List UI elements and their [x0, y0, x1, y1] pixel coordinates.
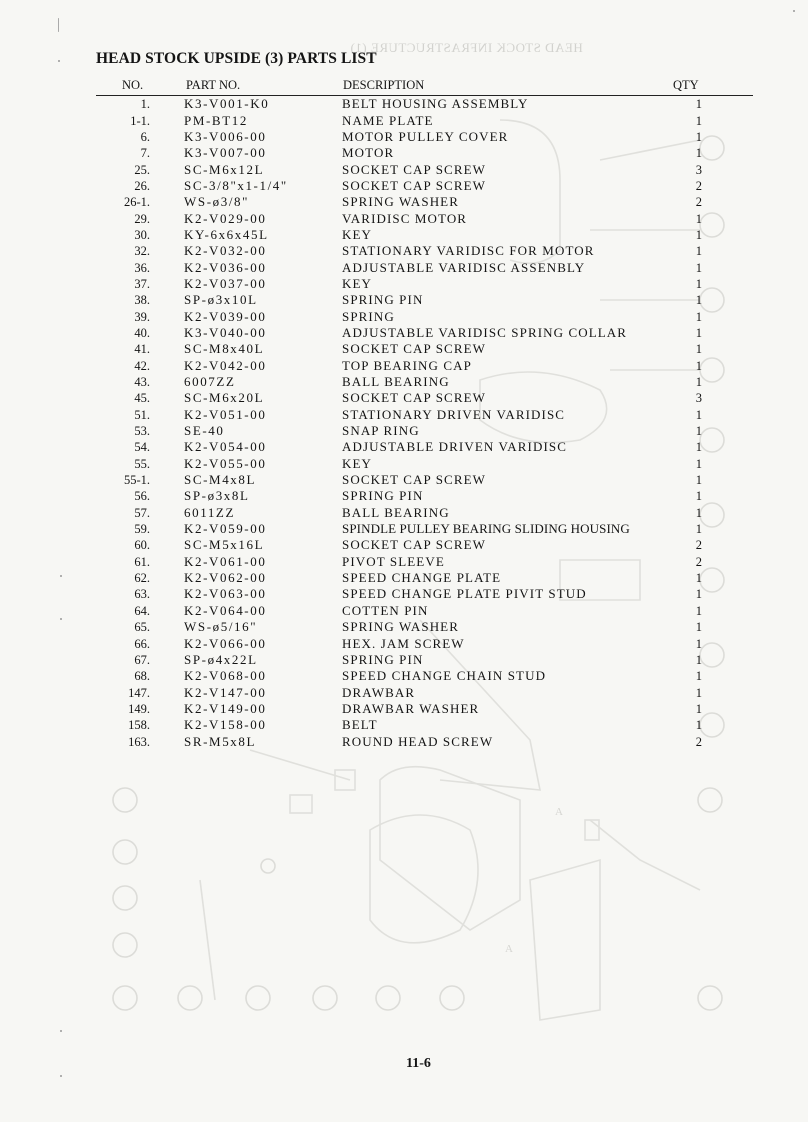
table-row: [96, 341, 716, 357]
part-number-index: 7.: [140, 146, 150, 161]
part-description: SOCKET CAP SCREW: [342, 472, 487, 488]
part-code: SC-M4x8L: [184, 472, 257, 488]
part-description: SOCKET CAP SCREW: [342, 177, 487, 193]
scan-mark: [58, 60, 60, 62]
part-quantity: 1: [695, 669, 702, 684]
part-description: ADJUSTABLE DRIVEN VARIDISC: [342, 439, 567, 455]
part-description: COTTEN PIN: [342, 602, 429, 618]
part-quantity: 1: [695, 440, 702, 455]
part-quantity: 3: [695, 162, 702, 177]
part-code: K2-V054-00: [184, 439, 267, 455]
part-number-index: 39.: [134, 309, 150, 324]
part-code: SC-M8x40L: [184, 341, 265, 357]
part-quantity: 1: [695, 473, 702, 488]
scan-mark: [58, 18, 59, 32]
part-quantity: 1: [695, 227, 702, 242]
table-row: [96, 423, 716, 439]
part-quantity: 1: [695, 489, 702, 504]
part-quantity: 1: [695, 407, 702, 422]
part-number-index: 1-1.: [130, 113, 150, 128]
part-code: K2-V061-00: [184, 553, 267, 569]
table-row: [96, 292, 716, 308]
part-description: SNAP RING: [342, 423, 420, 439]
part-code: SC-3/8"x1-1/4": [184, 177, 288, 193]
part-number-index: 67.: [134, 652, 150, 667]
column-header-no: NO.: [122, 78, 144, 92]
column-header-qty: QTY: [673, 78, 699, 92]
table-row: [96, 210, 716, 226]
part-code: SC-M5x16L: [184, 537, 265, 553]
part-description: SPRING PIN: [342, 488, 424, 504]
table-row: [96, 537, 716, 553]
part-quantity: 1: [695, 309, 702, 324]
part-description: NAME PLATE: [342, 112, 434, 128]
part-code: K2-V068-00: [184, 668, 267, 684]
part-quantity: 1: [695, 97, 702, 112]
part-number-index: 41.: [134, 342, 150, 357]
part-code: SP-ø3x8L: [184, 488, 250, 504]
parts-table-body: [96, 96, 716, 750]
part-code: K2-V032-00: [184, 243, 267, 259]
part-quantity: 1: [695, 113, 702, 128]
show-through-header: HEAD STOCK INFRASTRUCTURE (1): [350, 40, 583, 55]
parts-table: [96, 96, 716, 750]
part-code: WS-ø3/8": [184, 194, 250, 210]
part-number-index: 55-1.: [123, 473, 150, 488]
part-code: K2-V037-00: [184, 275, 267, 291]
table-row: [96, 96, 716, 112]
part-description: DRAWBAR WASHER: [342, 700, 480, 716]
table-row: [96, 456, 716, 472]
part-quantity: 1: [695, 456, 702, 471]
part-description: ADJUSTABLE VARIDISC ASSENBLY: [342, 259, 586, 275]
part-code: K2-V063-00: [184, 586, 267, 602]
part-description: KEY: [342, 275, 373, 291]
part-code: 6007ZZ: [184, 374, 236, 390]
part-number-index: 57.: [134, 505, 150, 520]
table-row: [96, 259, 716, 275]
part-description: BELT: [342, 717, 378, 733]
part-description: SPRING PIN: [342, 651, 424, 667]
part-quantity: 1: [695, 522, 702, 537]
part-code: SE-40: [184, 423, 225, 439]
part-number-index: 65.: [134, 620, 150, 635]
part-description: SOCKET CAP SCREW: [342, 390, 487, 406]
part-code: PM-BT12: [184, 112, 248, 128]
part-description: SPINDLE PULLEY BEARING SLIDING HOUSING: [342, 521, 630, 537]
part-number-index: 61.: [134, 554, 150, 569]
part-number-index: 68.: [134, 669, 150, 684]
part-number-index: 26.: [134, 178, 150, 193]
part-code: SP-ø4x22L: [184, 651, 258, 667]
part-description: KEY: [342, 226, 373, 242]
table-row: [96, 112, 716, 128]
table-row: [96, 161, 716, 177]
table-row: [96, 439, 716, 455]
part-code: K2-V055-00: [184, 455, 267, 471]
part-quantity: 1: [695, 636, 702, 651]
part-number-index: 163.: [128, 734, 150, 749]
table-row: [96, 194, 716, 210]
part-code: SR-M5x8L: [184, 733, 257, 749]
table-row: [96, 308, 716, 324]
part-number-index: 59.: [134, 522, 150, 537]
part-code: K2-V149-00: [184, 700, 267, 716]
part-quantity: 1: [695, 342, 702, 357]
part-number-index: 43.: [134, 375, 150, 390]
part-quantity: 1: [695, 146, 702, 161]
part-description: ROUND HEAD SCREW: [342, 733, 494, 749]
table-row: [96, 505, 716, 521]
part-code: K2-V062-00: [184, 570, 267, 586]
part-code: K2-V042-00: [184, 357, 267, 373]
part-code: 6011ZZ: [184, 504, 235, 520]
part-description: BALL BEARING: [342, 374, 450, 390]
part-code: K2-V036-00: [184, 259, 267, 275]
part-code: SC-M6x12L: [184, 161, 265, 177]
part-quantity: 2: [695, 178, 702, 193]
scan-mark: [60, 1075, 62, 1077]
table-row: [96, 276, 716, 292]
part-number-index: 66.: [134, 636, 150, 651]
scan-mark: [793, 10, 795, 12]
table-row: [96, 325, 716, 341]
svg-text:A: A: [505, 943, 513, 955]
part-quantity: 1: [695, 375, 702, 390]
part-number-index: 158.: [128, 718, 150, 733]
part-number-index: 64.: [134, 603, 150, 618]
part-description: ADJUSTABLE VARIDISC SPRING COLLAR: [342, 324, 628, 340]
part-code: K2-V066-00: [184, 635, 267, 651]
part-number-index: 51.: [134, 407, 150, 422]
part-code: K3-V001-K0: [184, 96, 270, 112]
part-number-index: 42.: [134, 358, 150, 373]
scan-mark: [60, 1030, 62, 1032]
part-code: K2-V158-00: [184, 717, 267, 733]
column-header-description: DESCRIPTION: [343, 78, 425, 92]
part-code: K2-V064-00: [184, 602, 267, 618]
table-row: [96, 619, 716, 635]
part-quantity: 1: [695, 325, 702, 340]
part-description: BALL BEARING: [342, 504, 450, 520]
table-row: [96, 488, 716, 504]
part-description: SPRING WASHER: [342, 194, 459, 210]
part-number-index: 55.: [134, 456, 150, 471]
table-row: [96, 472, 716, 488]
part-code: K3-V007-00: [184, 145, 267, 161]
part-code: SC-M6x20L: [184, 390, 265, 406]
part-number-index: 149.: [128, 701, 150, 716]
part-description: SPRING: [342, 308, 395, 324]
part-quantity: 1: [695, 652, 702, 667]
part-number-index: 38.: [134, 293, 150, 308]
table-row: [96, 178, 716, 194]
part-code: K2-V029-00: [184, 210, 267, 226]
part-description: SPEED CHANGE PLATE: [342, 570, 502, 586]
part-quantity: 3: [695, 391, 702, 406]
table-row: [96, 243, 716, 259]
part-quantity: 1: [695, 276, 702, 291]
part-number-index: 62.: [134, 571, 150, 586]
table-row: [96, 358, 716, 374]
part-number-index: 60.: [134, 538, 150, 553]
part-code: K3-V040-00: [184, 324, 267, 340]
part-description: MOTOR: [342, 145, 395, 161]
part-quantity: 1: [695, 260, 702, 275]
part-quantity: 1: [695, 211, 702, 226]
part-quantity: 1: [695, 129, 702, 144]
part-quantity: 1: [695, 244, 702, 259]
part-quantity: 1: [695, 424, 702, 439]
part-code: WS-ø5/16": [184, 619, 258, 635]
part-code: SP-ø3x10L: [184, 292, 258, 308]
table-row: [96, 390, 716, 406]
table-row: [96, 733, 716, 749]
part-description: TOP BEARING CAP: [342, 357, 472, 373]
part-code: K2-V059-00: [184, 521, 267, 537]
table-row: [96, 129, 716, 145]
part-number-index: 37.: [134, 276, 150, 291]
part-quantity: 1: [695, 701, 702, 716]
part-number-index: 54.: [134, 440, 150, 455]
part-description: STATIONARY DRIVEN VARIDISC: [342, 406, 566, 422]
part-number-index: 25.: [134, 162, 150, 177]
part-quantity: 2: [695, 538, 702, 553]
part-number-index: 45.: [134, 391, 150, 406]
part-quantity: 1: [695, 587, 702, 602]
table-row: [96, 586, 716, 602]
column-header-part-no: PART NO.: [186, 78, 241, 92]
part-quantity: 1: [695, 571, 702, 586]
table-row: [96, 570, 716, 586]
part-code: K2-V051-00: [184, 406, 267, 422]
part-description: STATIONARY VARIDISC FOR MOTOR: [342, 243, 595, 259]
part-description: BELT HOUSING ASSEMBLY: [342, 96, 529, 112]
svg-text:A: A: [555, 806, 563, 818]
part-number-index: 147.: [128, 685, 150, 700]
part-quantity: 1: [695, 293, 702, 308]
part-quantity: 2: [695, 554, 702, 569]
page-number: 11-6: [406, 1056, 431, 1071]
part-description: PIVOT SLEEVE: [342, 553, 445, 569]
table-row: [96, 407, 716, 423]
part-description: SPEED CHANGE PLATE PIVIT STUD: [342, 586, 587, 602]
part-number-index: 1.: [140, 97, 150, 112]
part-code: K2-V147-00: [184, 684, 267, 700]
table-row: [96, 374, 716, 390]
part-description: SOCKET CAP SCREW: [342, 341, 487, 357]
part-description: SPRING WASHER: [342, 619, 459, 635]
part-quantity: 1: [695, 603, 702, 618]
part-number-index: 26-1.: [123, 195, 150, 210]
part-code: K2-V039-00: [184, 308, 267, 324]
part-description: VARIDISC MOTOR: [342, 210, 468, 226]
table-row: [96, 701, 716, 717]
part-quantity: 1: [695, 505, 702, 520]
part-number-index: 29.: [134, 211, 150, 226]
part-quantity: 1: [695, 358, 702, 373]
table-row: [96, 684, 716, 700]
part-description: SPEED CHANGE CHAIN STUD: [342, 668, 547, 684]
table-row: [96, 145, 716, 161]
part-quantity: 1: [695, 718, 702, 733]
part-number-index: 36.: [134, 260, 150, 275]
part-quantity: 2: [695, 734, 702, 749]
table-row: [96, 227, 716, 243]
part-number-index: 32.: [134, 244, 150, 259]
part-quantity: 1: [695, 685, 702, 700]
part-description: DRAWBAR: [342, 684, 416, 700]
table-row: [96, 521, 716, 537]
part-description: SPRING PIN: [342, 292, 424, 308]
part-number-index: 53.: [134, 424, 150, 439]
table-row: [96, 717, 716, 733]
table-row: [96, 635, 716, 651]
part-code: K3-V006-00: [184, 128, 267, 144]
part-quantity: 2: [695, 195, 702, 210]
scan-mark: [60, 618, 62, 620]
scan-mark: [60, 575, 62, 577]
table-row: [96, 668, 716, 684]
part-number-index: 56.: [134, 489, 150, 504]
table-row: [96, 554, 716, 570]
table-row: [96, 652, 716, 668]
part-number-index: 40.: [134, 325, 150, 340]
table-row: [96, 603, 716, 619]
part-code: KY-6x6x45L: [184, 226, 269, 242]
part-description: HEX. JAM SCREW: [342, 635, 465, 651]
part-description: SOCKET CAP SCREW: [342, 537, 487, 553]
part-number-index: 30.: [134, 227, 150, 242]
part-description: SOCKET CAP SCREW: [342, 161, 487, 177]
page-title: HEAD STOCK UPSIDE (3) PARTS LIST: [96, 50, 377, 67]
part-number-index: 63.: [134, 587, 150, 602]
part-quantity: 1: [695, 620, 702, 635]
part-description: MOTOR PULLEY COVER: [342, 128, 509, 144]
part-number-index: 6.: [140, 129, 150, 144]
part-description: KEY: [342, 455, 373, 471]
